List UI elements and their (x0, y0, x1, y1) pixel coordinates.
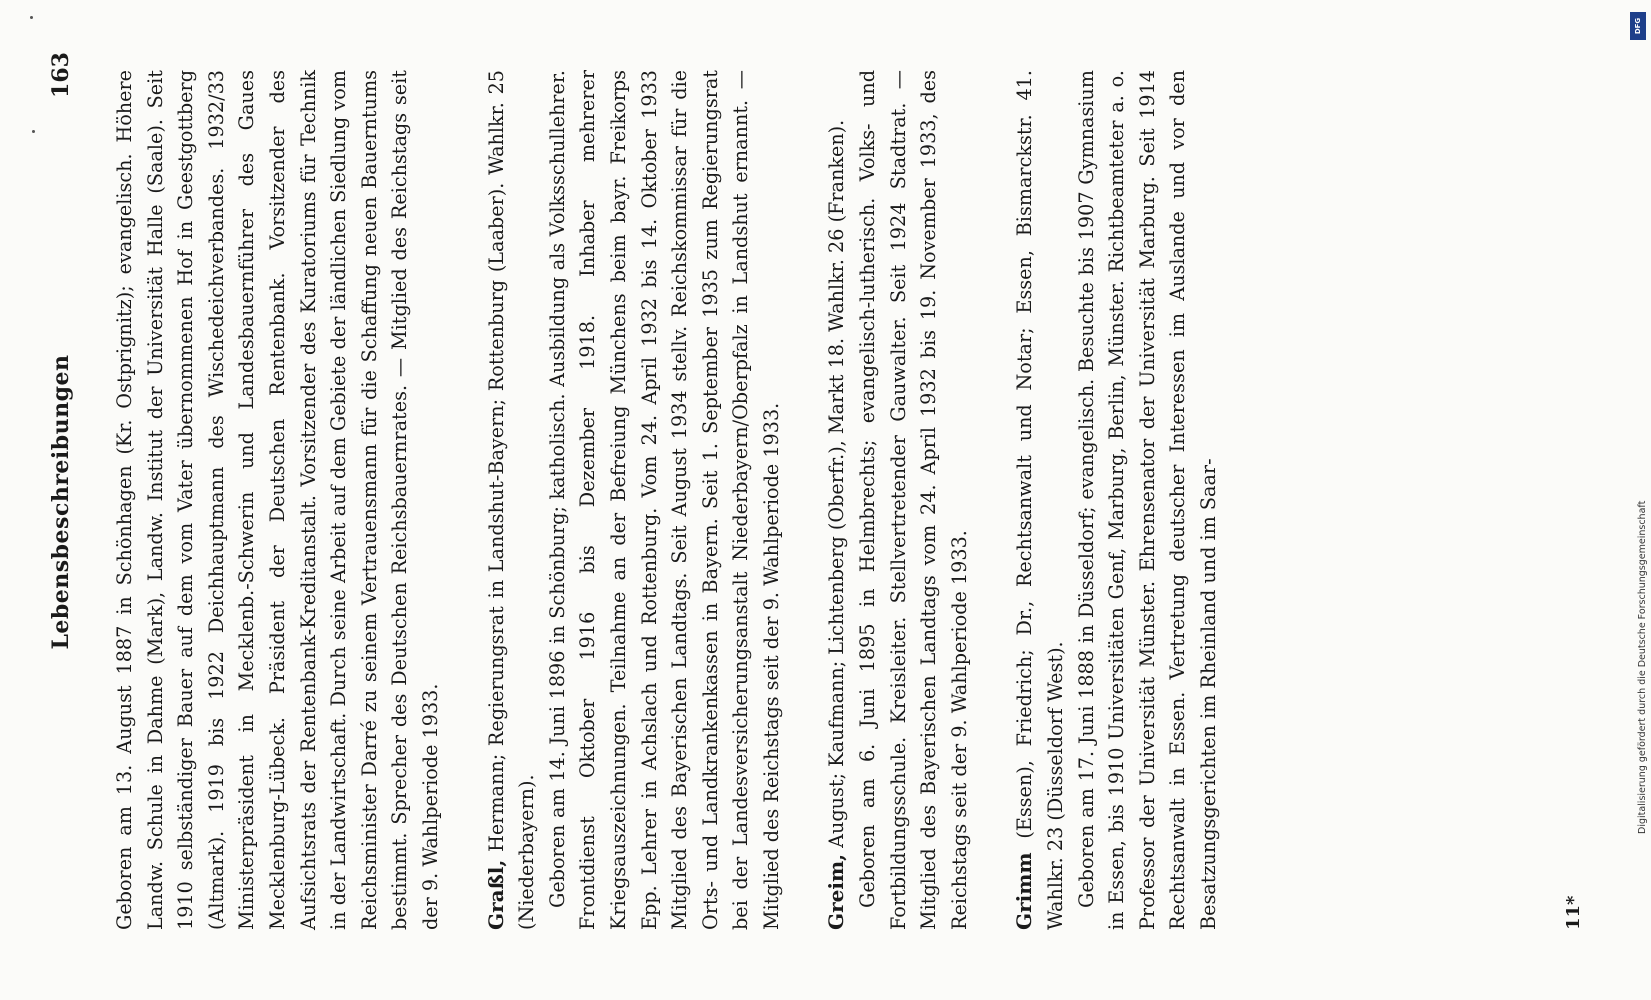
entry-name: Greim, (824, 853, 849, 930)
entry-name: Grimm (1012, 852, 1037, 930)
dfg-logo-text: DFG (1634, 17, 1642, 35)
biography-entry (1009, 70, 1224, 930)
biography-list (110, 70, 1460, 930)
digitization-credit (1627, 14, 1647, 994)
page-header (48, 52, 88, 942)
scan-speck (32, 130, 35, 133)
page-number: 163 (48, 52, 74, 98)
entry-body: Geboren am 17. Juni 1888 in Düsseldorf; evangelisch. Besuchte bis 1907 Gymnasium in Essen, bis 1910 Universitäten Genf, Marburg, Berlin, Münster. Richtbeamteter a. o. Professor der Universität Münster. Ehrensenator der Universität Marburg. Seit 1914 Rechtsanwalt in Essen. Vertretung deutscher Interessen im Auslande und vor den Besatzungsgerichten im Rheinland und im Saar- (1074, 70, 1220, 930)
entry-name: Graßl, (483, 859, 508, 930)
entry-head-text: Hermann; Regierungsrat in Landshut-Bayern; Rottenburg (Laaber). Wahlkr. 25 (Niederbayern). (484, 70, 539, 930)
entry-heading (1009, 70, 1071, 930)
entry-body: Geboren am 13. August 1887 in Schönhagen (Kr. Ostprignitz); evangelisch. Höhere Landw. Schule in Dahme (Mark), Landw. Institut der Universität Halle (Saale). Seit 1910 selbständiger Bauer auf dem vom Vater übernommenen Hof in Geestgottberg (Altmark). 1919 bis 1922 Deichhauptmann des Wischedeichverbandes. 1932/33 Ministerpräsident in Mecklenb.-Schwerin und Landesbauernführer des Gaues Mecklenburg-Lübeck. Präsident der Deutschen Rentenbank. Vorsitzender des Aufsichtsrats der Rentenbank-Kreditanstalt. Vorsitzender des Kuratoriums für Technik in der Landwirtschaft. Durch seine Arbeit auf dem Gebiete der ländlichen Siedlung vom Reichsminister Darré zu seinem Vertrauensmann für die Schaffung neuen Bauerntums bestimmt. Sprecher des Deutschen Reichsbauernrates. — Mitglied des Reichstags seit der 9. Wahlperiode 1933. (113, 70, 442, 930)
entry-body: Geboren am 6. Juni 1895 in Helmbrechts; evangelisch-lutherisch. Volks- und Fortbildungsschule. Kreisleiter. Stellvertretender Gauwalter. Seit 1924 Stadtrat. — Mitglied des Bayerischen Landtags vom 24. April 1932 bis 19. November 1933, des Reichstags seit der 9. Wahlperiode 1933. (856, 70, 971, 930)
page-title: Lebensbeschreibungen (48, 354, 74, 650)
biography-entry (821, 70, 975, 930)
entry-body: Geboren am 14. Juni 1896 in Schönburg; katholisch. Ausbildung als Volksschullehrer. Frontdienst Oktober 1916 bis Dezember 1918. Inhaber mehrerer Kriegsauszeichnungen. Teilnahme an der Befreiung Münchens beim bayr. Freikorps Epp. Lehrer in Achslach und Rottenburg. Vom 24. April 1932 bis 14. Oktober 1933 Mitglied des Bayerischen Landtags. Seit August 1934 stellv. Reichskommissar für die Orts- und Landkrankenkassen in Bayern. Seit 1. September 1935 zum Regierungsrat bei der Landesversicherungsanstalt Niederbayern/Oberpfalz in Landshut ernannt. — Mitglied des Reichstags seit der 9. Wahlperiode 1933. (545, 70, 783, 930)
signature-mark: 11* (1563, 895, 1584, 930)
credit-text: Digitalisierung gefördert durch die Deutsche Forschungsgemeinschaft (1637, 500, 1648, 834)
biography-entry (481, 70, 788, 930)
biography-entry (110, 70, 447, 930)
entry-head-text: August; Kaufmann; Lichtenberg (Oberfr.), Markt 18. Wahlkr. 26 (Franken). (825, 119, 849, 848)
entry-head-text: (Essen), Friedrich; Dr., Rechtsanwalt und Notar; Essen, Bismarckstr. 41. Wahlkr. 23 (Düsseldorf West). (1013, 70, 1068, 930)
entry-heading (481, 70, 543, 930)
scan-speck (30, 16, 33, 19)
entry-heading (821, 70, 853, 930)
